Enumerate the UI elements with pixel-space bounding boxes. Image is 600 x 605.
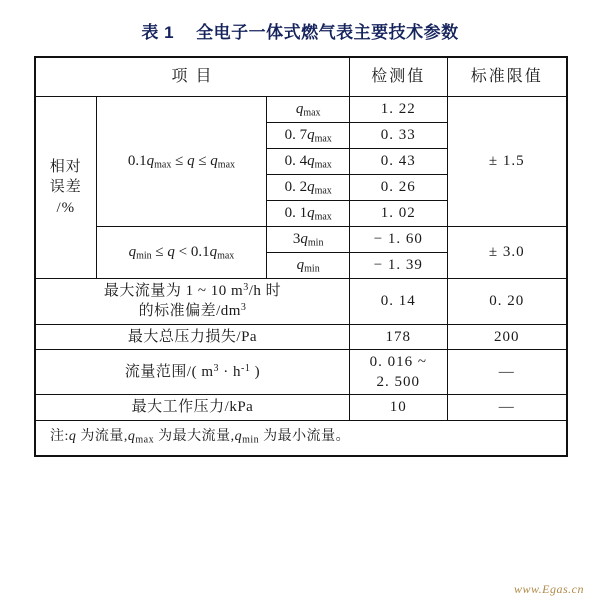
limit-cell: — bbox=[447, 349, 567, 395]
table-note: 注:q 为流量$,q_{max}$ 为最大流量$,q_{min}$ 为最小流量。 bbox=[35, 420, 567, 456]
table-row bbox=[35, 395, 567, 420]
group-label-line3: /% bbox=[56, 199, 76, 216]
flow-point-cell: 0. $1q_{max}$ bbox=[267, 201, 350, 227]
table-note-row bbox=[35, 420, 567, 456]
value-line1: 0. 016 ~ bbox=[369, 353, 427, 370]
item-flow-range: 流量范围/( $m^3 \cdot h^{-1}$ ) bbox=[35, 349, 350, 395]
group-label-relative-error bbox=[35, 97, 96, 279]
item-line2: 的标准偏差$/dm^3$ bbox=[138, 302, 247, 320]
table-caption bbox=[0, 18, 600, 43]
group-label-line1: 相对 bbox=[49, 159, 82, 176]
table-row bbox=[35, 227, 567, 253]
measured-value-cell: − 1. 60 bbox=[350, 227, 448, 253]
limit-cell-b: ± 3.0 bbox=[447, 227, 567, 279]
measured-value-cell: 1. 02 bbox=[350, 201, 448, 227]
table-row bbox=[35, 349, 567, 395]
measured-value-cell: − 1. 39 bbox=[350, 253, 448, 279]
condition-cell-a: $0.1q_{max} \le q \le q_{max}$ bbox=[96, 97, 267, 227]
measured-value-cell: 1. 22 bbox=[350, 97, 448, 123]
column-header-item: 项 目 bbox=[35, 57, 350, 97]
limit-cell-a: ± 1.5 bbox=[447, 97, 567, 227]
item-pressure-loss: 最大总压力损失/Pa bbox=[35, 324, 350, 349]
table-header-row bbox=[35, 57, 567, 97]
measured-value-cell: 0. 26 bbox=[350, 175, 448, 201]
value-line2: 2. 500 bbox=[376, 374, 421, 390]
table-row bbox=[35, 97, 567, 123]
column-header-measured: 检测值 bbox=[350, 57, 448, 97]
measured-value-cell: 10 bbox=[350, 395, 448, 420]
flow-point-cell: 0. $4q_{max}$ bbox=[267, 149, 350, 175]
watermark: www.Egas.cn bbox=[514, 582, 584, 596]
flow-point-cell: 0. $7q_{max}$ bbox=[267, 123, 350, 149]
flow-point-cell: $q_{min}$ bbox=[267, 253, 350, 279]
parameters-table bbox=[34, 56, 568, 457]
limit-cell: 200 bbox=[447, 324, 567, 349]
measured-value-cell: 0. 14 bbox=[350, 279, 448, 325]
flow-point-cell: 0. $2q_{max}$ bbox=[267, 175, 350, 201]
measured-value-cell: 178 bbox=[350, 324, 448, 349]
group-label-line2: 误差 bbox=[49, 179, 82, 196]
measured-value-cell bbox=[350, 349, 448, 395]
item-standard-deviation bbox=[35, 279, 350, 325]
table-title: 全电子一体式燃气表主要技术参数 bbox=[196, 23, 459, 42]
table-row bbox=[35, 324, 567, 349]
flow-point-cell: $q_{max}$ bbox=[267, 97, 350, 123]
item-line1: 最大流量为 1 ~ 10 $m^3/h$ 时 bbox=[103, 282, 282, 299]
limit-cell: 0. 20 bbox=[447, 279, 567, 325]
condition-cell-b: $q_{min} \le q < 0.1q_{max}$ bbox=[96, 227, 267, 279]
limit-cell: — bbox=[447, 395, 567, 420]
measured-value-cell: 0. 33 bbox=[350, 123, 448, 149]
table-number: 表 1 bbox=[141, 23, 175, 42]
column-header-limit: 标准限值 bbox=[447, 57, 567, 97]
table-row bbox=[35, 279, 567, 325]
item-working-pressure: 最大工作压力/kPa bbox=[35, 395, 350, 420]
measured-value-cell: 0. 43 bbox=[350, 149, 448, 175]
flow-point-cell: $3q_{min}$ bbox=[267, 227, 350, 253]
